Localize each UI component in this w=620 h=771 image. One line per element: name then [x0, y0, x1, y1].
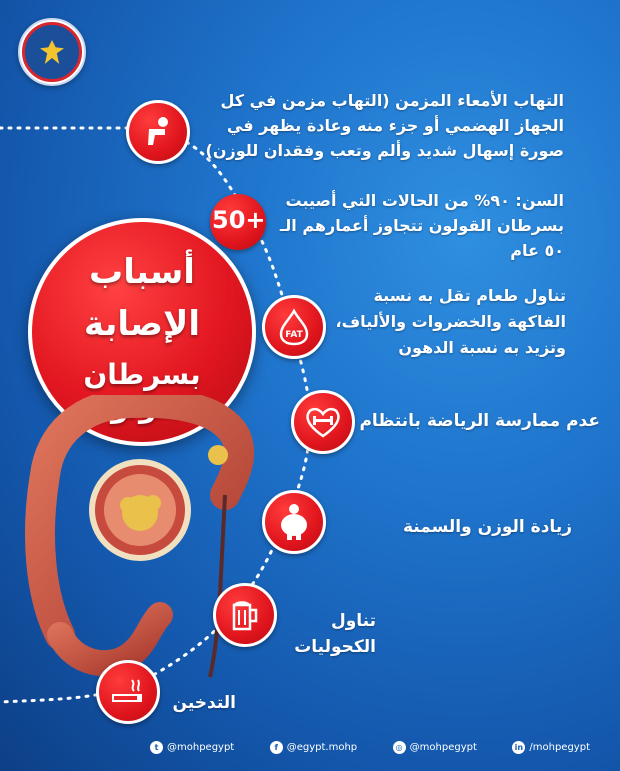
eagle-emblem-icon [40, 40, 64, 64]
fat-drop-icon [275, 308, 313, 346]
cause-6-text: تناول الكحوليات [294, 611, 376, 657]
obesity-icon-circle [262, 490, 326, 554]
instagram-handle: @mohpegypt [409, 741, 477, 753]
beer-mug-icon [228, 597, 262, 633]
linkedin-handle: /mohpegypt [529, 741, 590, 753]
facebook-handle: @egypt.mohp [286, 741, 358, 753]
twitter-handle: @mohpegypt [167, 741, 235, 753]
fat-icon-circle [262, 295, 326, 359]
title-line-2: الإصابة [84, 304, 200, 344]
title-line-1: أسباب [89, 252, 195, 292]
heart-dumbbell-icon [304, 405, 342, 439]
facebook-icon: f [270, 741, 283, 754]
footer-instagram[interactable] [393, 741, 477, 754]
ministry-logo [18, 18, 86, 86]
exercise-icon-circle [291, 390, 355, 454]
obesity-icon [277, 503, 311, 541]
instagram-icon: ◎ [393, 741, 406, 754]
cause-7-text: التدخين [172, 693, 236, 713]
cause-2-text: السن: ٩٠% من الحالات التي أصيبت بسرطان القولون تتجاوز أعمارهم الـ ٥٠ عام [279, 191, 564, 260]
stomach-pain-icon [141, 115, 175, 149]
smoking-icon-circle [96, 660, 160, 724]
cigarette-icon [110, 677, 146, 707]
alcohol-icon-circle [213, 583, 277, 647]
footer-facebook[interactable] [270, 741, 357, 754]
footer-linkedin[interactable] [512, 741, 590, 754]
footer-twitter[interactable] [150, 741, 234, 754]
footer-social [150, 738, 590, 756]
colon-illustration [20, 395, 260, 685]
age-badge [206, 190, 270, 254]
cause-1-text: التهاب الأمعاء المزمن (التهاب مزمن في كل الجهاز الهضمي أو جزء منه وعادة يظهر في صورة إسهال شديد وألم وتعب وفقدان للوزن) [205, 91, 564, 160]
cause-5-text: زيادة الوزن والسمنة [402, 517, 572, 537]
title-line-3: بسرطان القولون [83, 358, 201, 424]
twitter-icon: t [150, 741, 163, 754]
linkedin-icon: in [512, 741, 525, 754]
age-badge-label: 50+ [212, 206, 266, 234]
cause-4-text: عدم ممارسة الرياضة بانتظام [359, 411, 600, 431]
fat-label: FAT [285, 330, 303, 340]
cause-3-text: تناول طعام تقل به نسبة الفاكهة والخضروات والألياف، وتزيد به نسبة الدهون [335, 286, 566, 357]
